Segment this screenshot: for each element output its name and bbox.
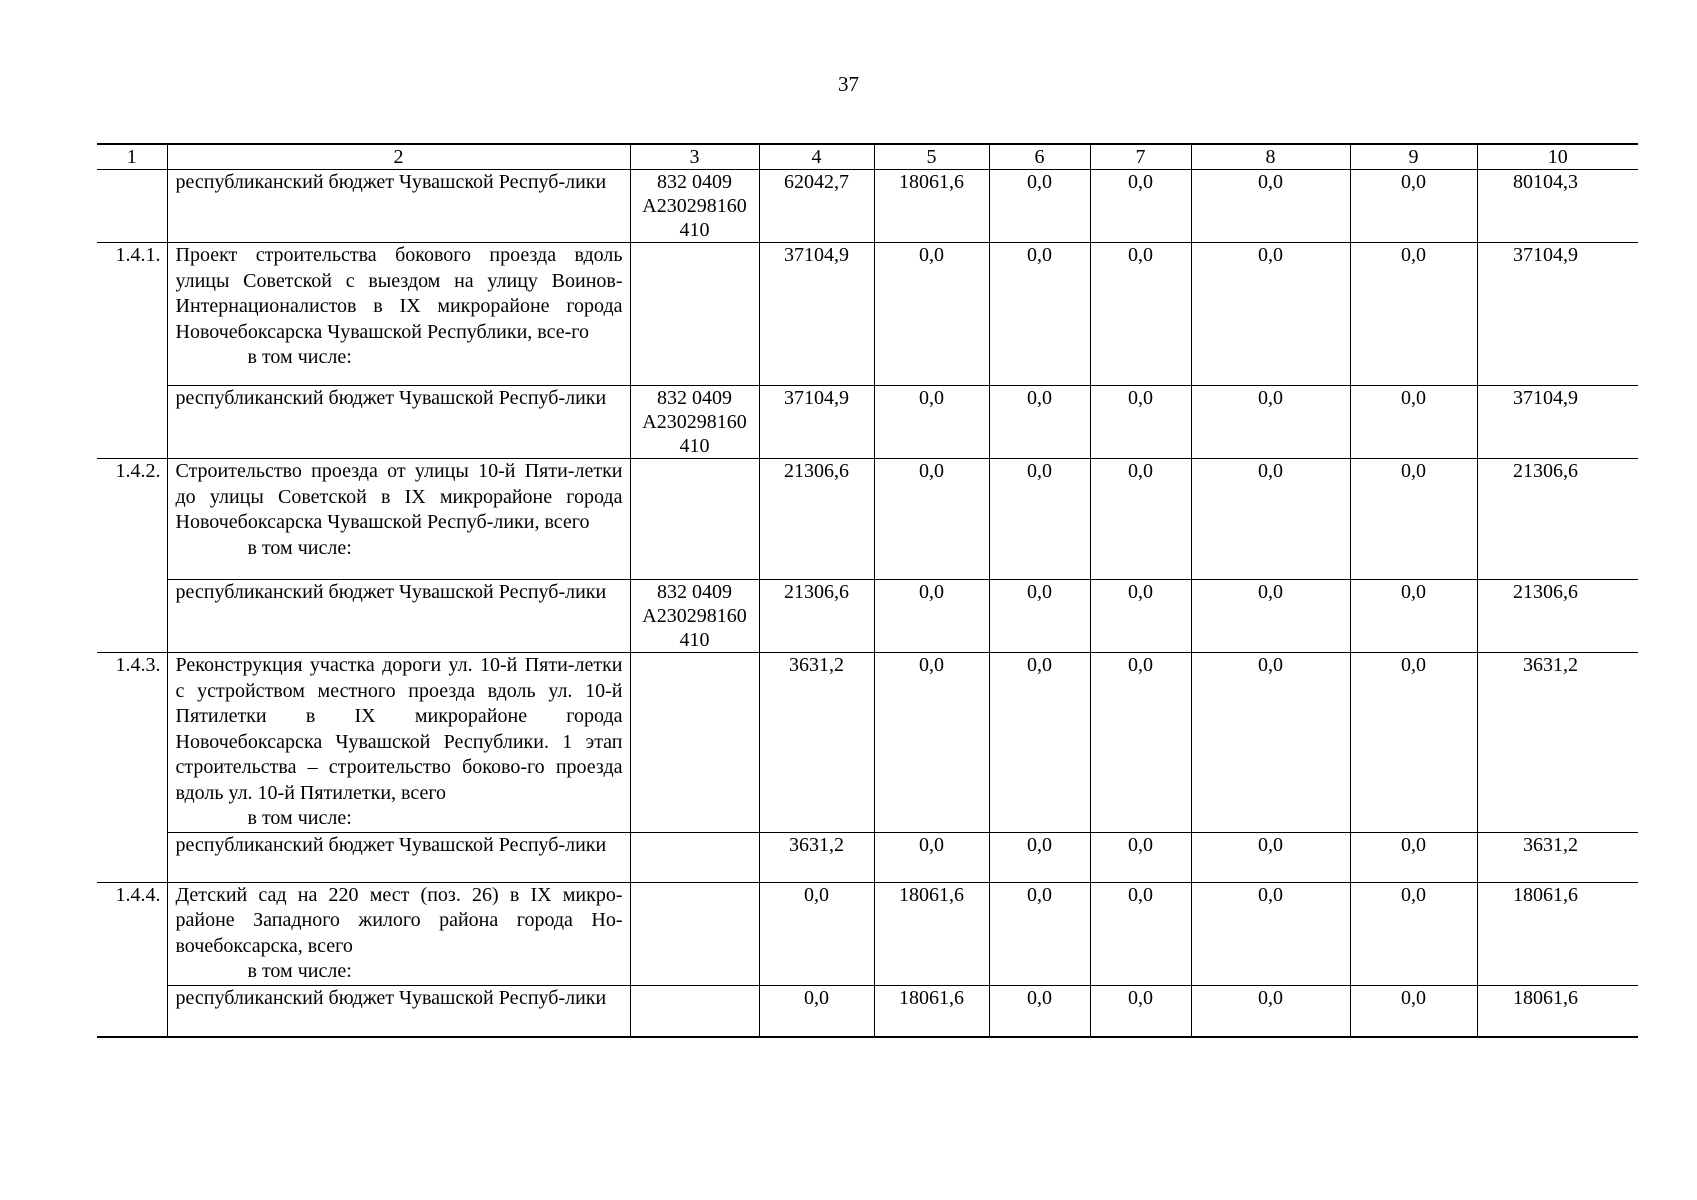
value-cell: 3631,2 <box>1477 653 1638 833</box>
row-id <box>97 832 167 882</box>
row-description: Реконструкция участка дороги ул. 10-й Пяти-летки с устройством местного проезда вдоль ул. 10-й Пятилетки в IX микрорайоне города Новочебоксарска Чувашской Республики. 1 этап строительства – строительство боково-го проезда вдоль ул. 10-й Пятилетки, всего <box>175 654 623 804</box>
row-id <box>97 170 167 243</box>
value-cell: 0,0 <box>1191 459 1350 580</box>
budget-code <box>630 985 759 1037</box>
value-cell: 0,0 <box>989 580 1090 653</box>
value-cell: 0,0 <box>989 653 1090 833</box>
value-cell: 0,0 <box>1090 653 1191 833</box>
header-cell: 7 <box>1090 144 1191 170</box>
table-row <box>97 653 1638 833</box>
row-id <box>97 985 167 1037</box>
value-cell: 0,0 <box>1090 882 1191 985</box>
table-row <box>97 459 1638 580</box>
in-that-number-label: в том числе: <box>247 807 352 829</box>
value-cell: 0,0 <box>874 832 989 882</box>
header-cell: 6 <box>989 144 1090 170</box>
budget-code: 832 0409 А230298160 410 <box>630 580 759 653</box>
value-cell: 0,0 <box>874 580 989 653</box>
value-cell: 0,0 <box>989 243 1090 386</box>
value-cell: 0,0 <box>1191 386 1350 459</box>
value-cell: 0,0 <box>989 459 1090 580</box>
value-cell: 0,0 <box>1191 882 1350 985</box>
budget-code <box>630 653 759 833</box>
row-description: республиканский бюджет Чувашской Респуб-лики <box>167 832 630 882</box>
value-cell: 0,0 <box>1350 985 1477 1037</box>
value-cell: 62042,7 <box>759 170 874 243</box>
value-cell: 80104,3 <box>1477 170 1638 243</box>
budget-code: 832 0409 А230298160 410 <box>630 386 759 459</box>
header-cell: 8 <box>1191 144 1350 170</box>
row-id: 1.4.1. <box>97 243 167 386</box>
row-id: 1.4.4. <box>97 882 167 985</box>
row-description-cell <box>167 459 630 580</box>
row-description-cell <box>167 653 630 833</box>
page-number: 37 <box>838 72 859 96</box>
value-cell: 0,0 <box>1350 882 1477 985</box>
value-cell: 0,0 <box>1090 170 1191 243</box>
header-cell: 5 <box>874 144 989 170</box>
value-cell: 0,0 <box>874 653 989 833</box>
table-row <box>97 386 1638 459</box>
value-cell: 0,0 <box>1350 243 1477 386</box>
row-description: республиканский бюджет Чувашской Респуб-лики <box>167 386 630 459</box>
value-cell: 0,0 <box>1191 170 1350 243</box>
row-description: республиканский бюджет Чувашской Респуб-лики <box>167 170 630 243</box>
row-id <box>97 386 167 459</box>
value-cell: 0,0 <box>874 459 989 580</box>
value-cell: 0,0 <box>1090 243 1191 386</box>
header-cell: 4 <box>759 144 874 170</box>
value-cell: 18061,6 <box>874 170 989 243</box>
value-cell: 0,0 <box>759 882 874 985</box>
budget-code: 832 0409 А230298160 410 <box>630 170 759 243</box>
value-cell: 3631,2 <box>759 832 874 882</box>
value-cell: 37104,9 <box>1477 386 1638 459</box>
value-cell: 0,0 <box>1191 243 1350 386</box>
table-row <box>97 882 1638 985</box>
value-cell: 37104,9 <box>759 386 874 459</box>
budget-table <box>97 143 1638 1038</box>
row-description: Проект строительства бокового проезда вдоль улицы Советской с выездом на улицу Воинов-Интернационалистов в IX микрорайоне города Новочебоксарска Чувашской Республики, все-го <box>175 244 623 343</box>
value-cell: 21306,6 <box>759 580 874 653</box>
row-id: 1.4.3. <box>97 653 167 833</box>
value-cell: 0,0 <box>989 882 1090 985</box>
table-row <box>97 580 1638 653</box>
table-row <box>97 985 1638 1037</box>
in-that-number-label: в том числе: <box>247 960 352 982</box>
value-cell: 0,0 <box>1191 580 1350 653</box>
value-cell: 0,0 <box>1350 580 1477 653</box>
value-cell: 0,0 <box>1090 832 1191 882</box>
value-cell: 0,0 <box>1191 653 1350 833</box>
value-cell: 37104,9 <box>759 243 874 386</box>
header-cell: 3 <box>630 144 759 170</box>
value-cell: 18061,6 <box>874 882 989 985</box>
value-cell: 0,0 <box>1090 985 1191 1037</box>
value-cell: 0,0 <box>989 832 1090 882</box>
row-description-cell <box>167 882 630 985</box>
table-row <box>97 243 1638 386</box>
value-cell: 0,0 <box>874 386 989 459</box>
value-cell: 21306,6 <box>1477 459 1638 580</box>
in-that-number-label: в том числе: <box>247 536 352 559</box>
header-cell: 10 <box>1477 144 1638 170</box>
table-row <box>97 170 1638 243</box>
value-cell: 0,0 <box>1350 170 1477 243</box>
value-cell: 3631,2 <box>759 653 874 833</box>
row-description: республиканский бюджет Чувашской Респуб-лики <box>167 985 630 1037</box>
header-cell: 2 <box>167 144 630 170</box>
table-row <box>97 832 1638 882</box>
row-id: 1.4.2. <box>97 459 167 580</box>
value-cell: 0,0 <box>989 170 1090 243</box>
value-cell: 18061,6 <box>1477 985 1638 1037</box>
row-description-cell <box>167 243 630 386</box>
row-id <box>97 580 167 653</box>
row-description: Детский сад на 220 мест (поз. 26) в IX микро-районе Западного жилого района города Но-вочебоксарска, всего <box>175 883 623 957</box>
value-cell: 0,0 <box>1090 580 1191 653</box>
value-cell: 0,0 <box>759 985 874 1037</box>
header-cell: 1 <box>97 144 167 170</box>
value-cell: 37104,9 <box>1477 243 1638 386</box>
value-cell: 18061,6 <box>874 985 989 1037</box>
value-cell: 21306,6 <box>1477 580 1638 653</box>
value-cell: 21306,6 <box>759 459 874 580</box>
row-description: республиканский бюджет Чувашской Респуб-лики <box>167 580 630 653</box>
value-cell: 0,0 <box>989 386 1090 459</box>
value-cell: 0,0 <box>1090 459 1191 580</box>
budget-code <box>630 882 759 985</box>
value-cell: 0,0 <box>1191 985 1350 1037</box>
value-cell: 0,0 <box>1350 653 1477 833</box>
value-cell: 0,0 <box>1350 832 1477 882</box>
value-cell: 3631,2 <box>1477 832 1638 882</box>
value-cell: 0,0 <box>1350 459 1477 580</box>
budget-code <box>630 459 759 580</box>
value-cell: 0,0 <box>874 243 989 386</box>
value-cell: 0,0 <box>1191 832 1350 882</box>
table-header-row <box>97 144 1638 170</box>
row-description: Строительство проезда от улицы 10-й Пяти-летки до улицы Советской в IX микрорайоне города Новочебоксарска Чувашской Респуб-лики, всего <box>175 460 623 533</box>
value-cell: 0,0 <box>1350 386 1477 459</box>
budget-code <box>630 832 759 882</box>
budget-code <box>630 243 759 386</box>
value-cell: 0,0 <box>1090 386 1191 459</box>
value-cell: 0,0 <box>989 985 1090 1037</box>
header-cell: 9 <box>1350 144 1477 170</box>
value-cell: 18061,6 <box>1477 882 1638 985</box>
in-that-number-label: в том числе: <box>247 346 352 368</box>
